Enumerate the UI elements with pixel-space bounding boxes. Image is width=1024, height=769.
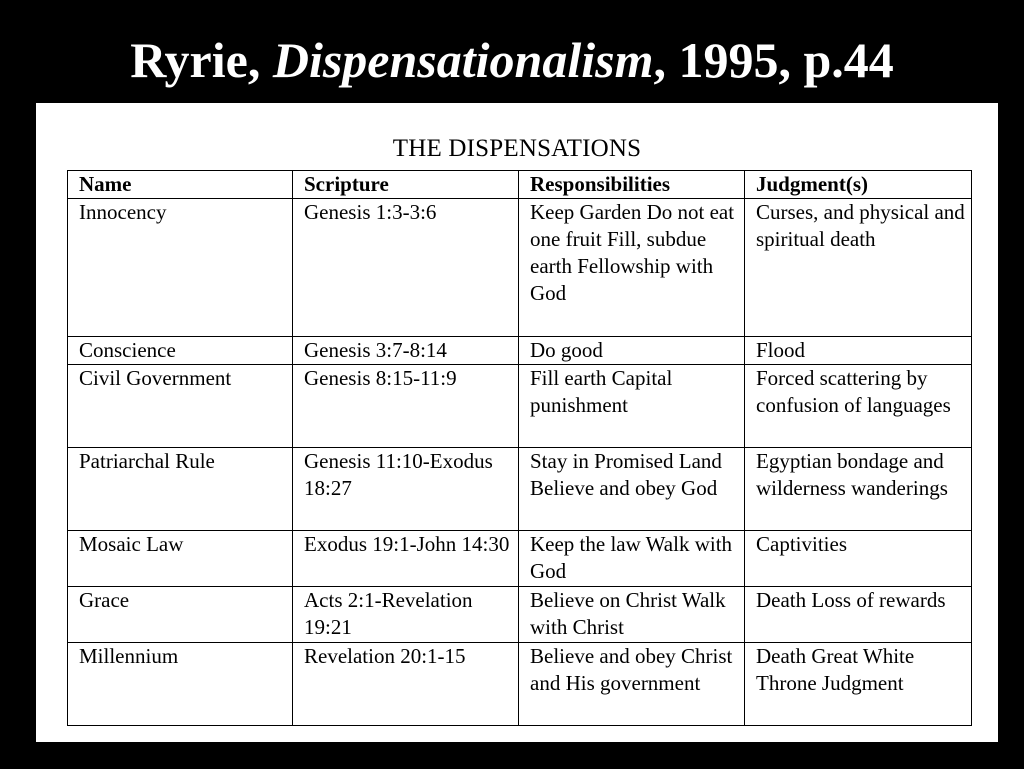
table-header-row bbox=[68, 171, 972, 199]
cell-judgments: Curses, and physical and spiritual death bbox=[745, 199, 972, 337]
cell-responsibilities: Fill earth Capital punishment bbox=[519, 365, 745, 448]
cell-responsibilities: Stay in Promised Land Believe and obey God bbox=[519, 448, 745, 531]
slide-title bbox=[0, 30, 1024, 90]
cell-judgments: Captivities bbox=[745, 531, 972, 587]
table-row bbox=[68, 337, 972, 365]
cell-scripture: Genesis 1:3-3:6 bbox=[293, 199, 519, 337]
column-header-scripture: Scripture bbox=[293, 171, 519, 199]
cell-name: Patriarchal Rule bbox=[68, 448, 293, 531]
slide-title-citation: , 1995, p.44 bbox=[653, 32, 894, 88]
table-row bbox=[68, 587, 972, 643]
cell-judgments: Egyptian bondage and wilderness wanderings bbox=[745, 448, 972, 531]
cell-judgments: Forced scattering by confusion of languages bbox=[745, 365, 972, 448]
cell-scripture: Genesis 11:10-Exodus 18:27 bbox=[293, 448, 519, 531]
cell-scripture: Genesis 3:7-8:14 bbox=[293, 337, 519, 365]
column-header-responsibilities: Responsibilities bbox=[519, 171, 745, 199]
cell-responsibilities: Believe on Christ Walk with Christ bbox=[519, 587, 745, 643]
table-row bbox=[68, 531, 972, 587]
cell-responsibilities: Keep the law Walk with God bbox=[519, 531, 745, 587]
cell-scripture: Revelation 20:1-15 bbox=[293, 643, 519, 726]
cell-scripture: Acts 2:1-Revelation 19:21 bbox=[293, 587, 519, 643]
document-heading: THE DISPENSATIONS bbox=[392, 135, 642, 162]
table-row bbox=[68, 448, 972, 531]
cell-judgments: Death Loss of rewards bbox=[745, 587, 972, 643]
cell-name: Mosaic Law bbox=[68, 531, 293, 587]
table-row bbox=[68, 643, 972, 726]
cell-name: Civil Government bbox=[68, 365, 293, 448]
slide-title-book: Dispensationalism bbox=[272, 32, 654, 88]
cell-responsibilities: Believe and obey Christ and His government bbox=[519, 643, 745, 726]
column-header-judgments: Judgment(s) bbox=[745, 171, 972, 199]
cell-responsibilities: Keep Garden Do not eat one fruit Fill, subdue earth Fellowship with God bbox=[519, 199, 745, 337]
cell-scripture: Exodus 19:1-John 14:30 bbox=[293, 531, 519, 587]
table-row bbox=[68, 365, 972, 448]
cell-judgments: Flood bbox=[745, 337, 972, 365]
cell-name: Innocency bbox=[68, 199, 293, 337]
dispensations-table bbox=[67, 170, 972, 726]
cell-name: Grace bbox=[68, 587, 293, 643]
column-header-name: Name bbox=[68, 171, 293, 199]
cell-scripture: Genesis 8:15-11:9 bbox=[293, 365, 519, 448]
cell-judgments: Death Great White Throne Judgment bbox=[745, 643, 972, 726]
document-image bbox=[36, 103, 998, 742]
slide-title-author: Ryrie, bbox=[130, 32, 273, 88]
table-row bbox=[68, 199, 972, 337]
cell-responsibilities: Do good bbox=[519, 337, 745, 365]
cell-name: Conscience bbox=[68, 337, 293, 365]
cell-name: Millennium bbox=[68, 643, 293, 726]
